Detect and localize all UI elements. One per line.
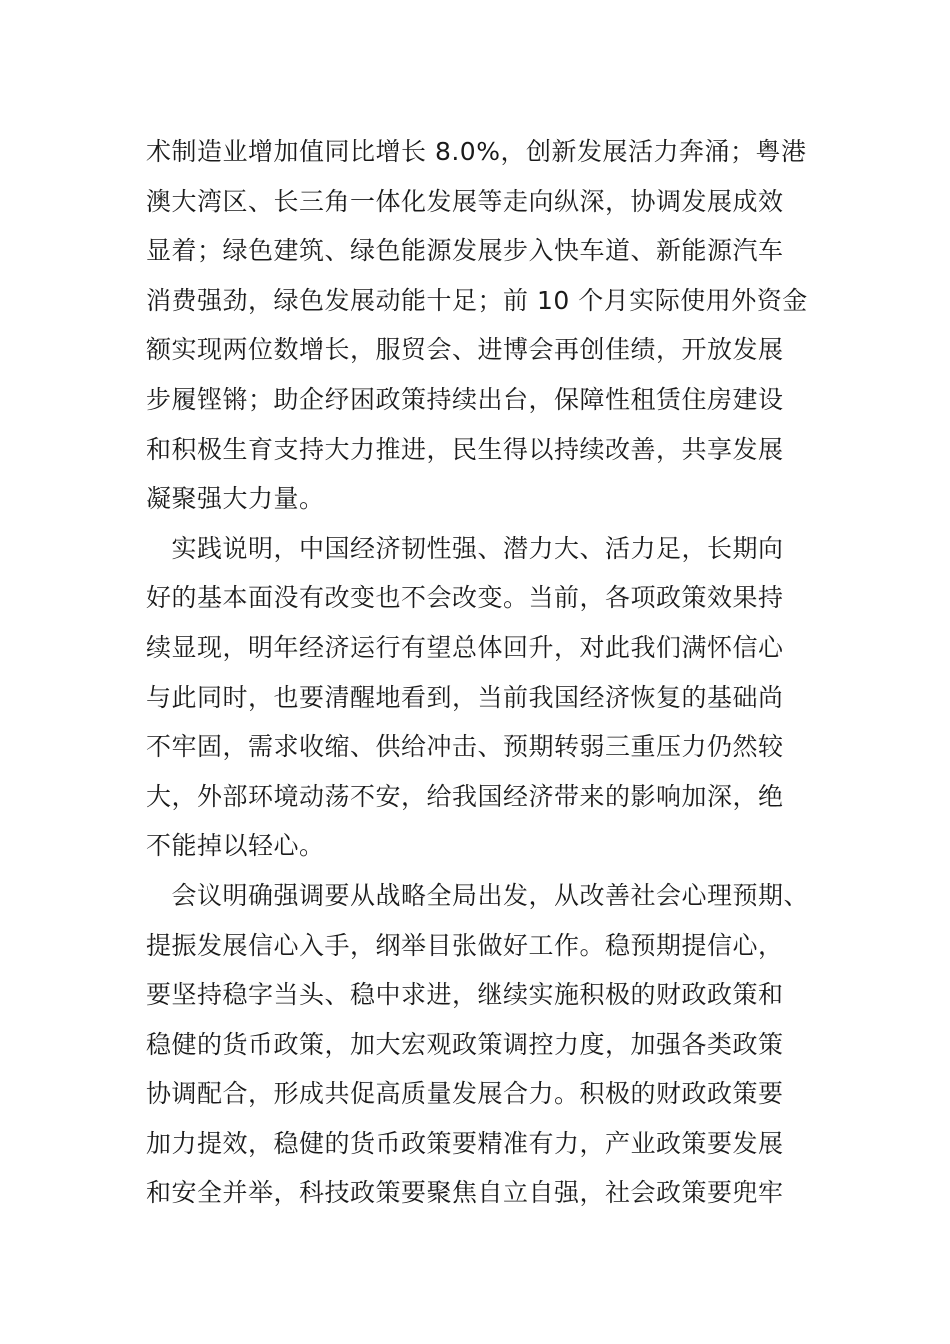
text-line: 不能掉以轻心。 (146, 831, 325, 861)
text-line: 会议明确强调要从战略全局出发，从改善社会心理预期、 (146, 880, 810, 910)
text-line: 和安全并举，科技政策要聚焦自立自强，社会政策要兜牢 (146, 1178, 784, 1208)
text-line: 稳健的货币政策，加大宏观政策调控力度，加强各类政策 (146, 1029, 784, 1059)
text-line: 不牢固，需求收缩、供给冲击、预期转弱三重压力仍然较 (146, 732, 784, 762)
paragraph-1 (146, 127, 818, 524)
paragraph-3 (146, 871, 818, 1218)
text-line: 额实现两位数增长，服贸会、进博会再创佳绩，开放发展 (146, 335, 784, 365)
text-line: 步履铿锵；助企纾困政策持续出台，保障性租赁住房建设 (146, 384, 784, 414)
text-line: 澳大湾区、长三角一体化发展等走向纵深，协调发展成效 (146, 186, 784, 216)
text-line: 消费强劲，绿色发展动能十足；前 10 个月实际使用外资金 (146, 285, 808, 315)
text-line: 协调配合，形成共促高质量发展合力。积极的财政政策要 (146, 1079, 784, 1109)
text-line: 和积极生育支持大力推进，民生得以持续改善，共享发展 (146, 434, 784, 464)
text-line: 要坚持稳字当头、稳中求进，继续实施积极的财政政策和 (146, 980, 784, 1010)
paragraph-2 (146, 524, 818, 871)
text-line: 显着；绿色建筑、绿色能源发展步入快车道、新能源汽车 (146, 236, 784, 266)
text-line: 术制造业增加值同比增长 8.0%，创新发展活力奔涌；粤港 (146, 137, 807, 166)
text-line: 续显现，明年经济运行有望总体回升，对此我们满怀信心 (146, 632, 784, 662)
text-line: 加力提效，稳健的货币政策要精准有力，产业政策要发展 (146, 1128, 784, 1158)
text-line: 提振发展信心入手，纲举目张做好工作。稳预期提信心， (146, 930, 784, 960)
text-line: 凝聚强大力量。 (146, 484, 325, 514)
text-line: 实践说明，中国经济韧性强、潜力大、活力足，长期向 (146, 533, 784, 563)
text-line: 好的基本面没有改变也不会改变。当前，各项政策效果持 (146, 583, 784, 613)
text-line: 大，外部环境动荡不安，给我国经济带来的影响加深，绝 (146, 781, 784, 811)
text-line: 与此同时，也要清醒地看到，当前我国经济恢复的基础尚 (146, 682, 784, 712)
document-body (146, 127, 818, 1218)
